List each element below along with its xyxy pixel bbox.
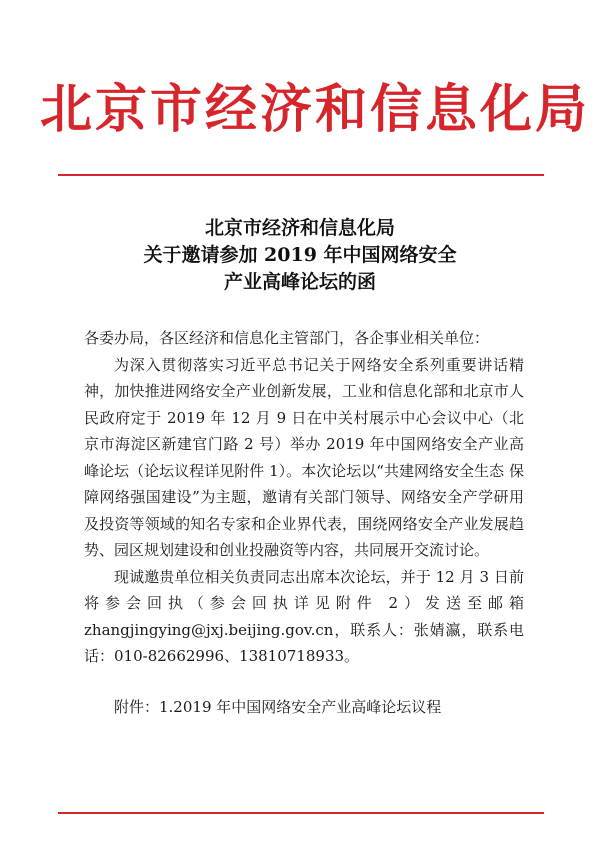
masthead-red-rule bbox=[58, 174, 544, 176]
footer-red-rule bbox=[58, 812, 544, 814]
attachments-line: 附件：1.2019 年中国网络安全产业高峰论坛议程 bbox=[114, 697, 442, 716]
title-line-2: 关于邀请参加 2019 年中国网络安全 bbox=[143, 244, 457, 266]
body-paragraph-2: 现诚邀贵单位相关负责同志出席本次论坛，并于 12 月 3 日前将参会回执（参会回执详见附件 2）发送至邮箱 zhangjingying@jxj.beijing.gov.cn，联系人：张婧瀛，联系电话：010-82662996、13810718933。 bbox=[84, 567, 524, 665]
masthead-title: 北京市经济和信息化局 bbox=[40, 79, 591, 140]
document-title bbox=[60, 215, 540, 296]
document-body bbox=[84, 325, 524, 720]
salutation: 各委办局，各区经济和信息化主管部门，各企事业相关单位： bbox=[84, 329, 490, 347]
body-paragraph-1: 为深入贯彻落实习近平总书记关于网络安全系列重要讲话精神，加快推进网络安全产业创新发展，工业和信息化部和北京市人民政府定于 2019 年 12 月 9 日在中关村展示中心会议中心（北京市海淀区新建官门路 2 号）举办 2019 年中国网络安全产业高峰论坛（论坛议程详见附件 1）。本次论坛以“共建网络安全生态 保障网络强国建设”为主题，邀请有关部门领导、网络安全产学研用及投资等领域的知名专家和企业界代表，围绕网络安全产业发展趋势、园区规划建设和创业投融资等内容，共同展开交流讨论。 bbox=[84, 355, 524, 559]
title-line-1: 北京市经济和信息化局 bbox=[204, 217, 395, 239]
title-line-3: 产业高峰论坛的函 bbox=[223, 271, 376, 293]
